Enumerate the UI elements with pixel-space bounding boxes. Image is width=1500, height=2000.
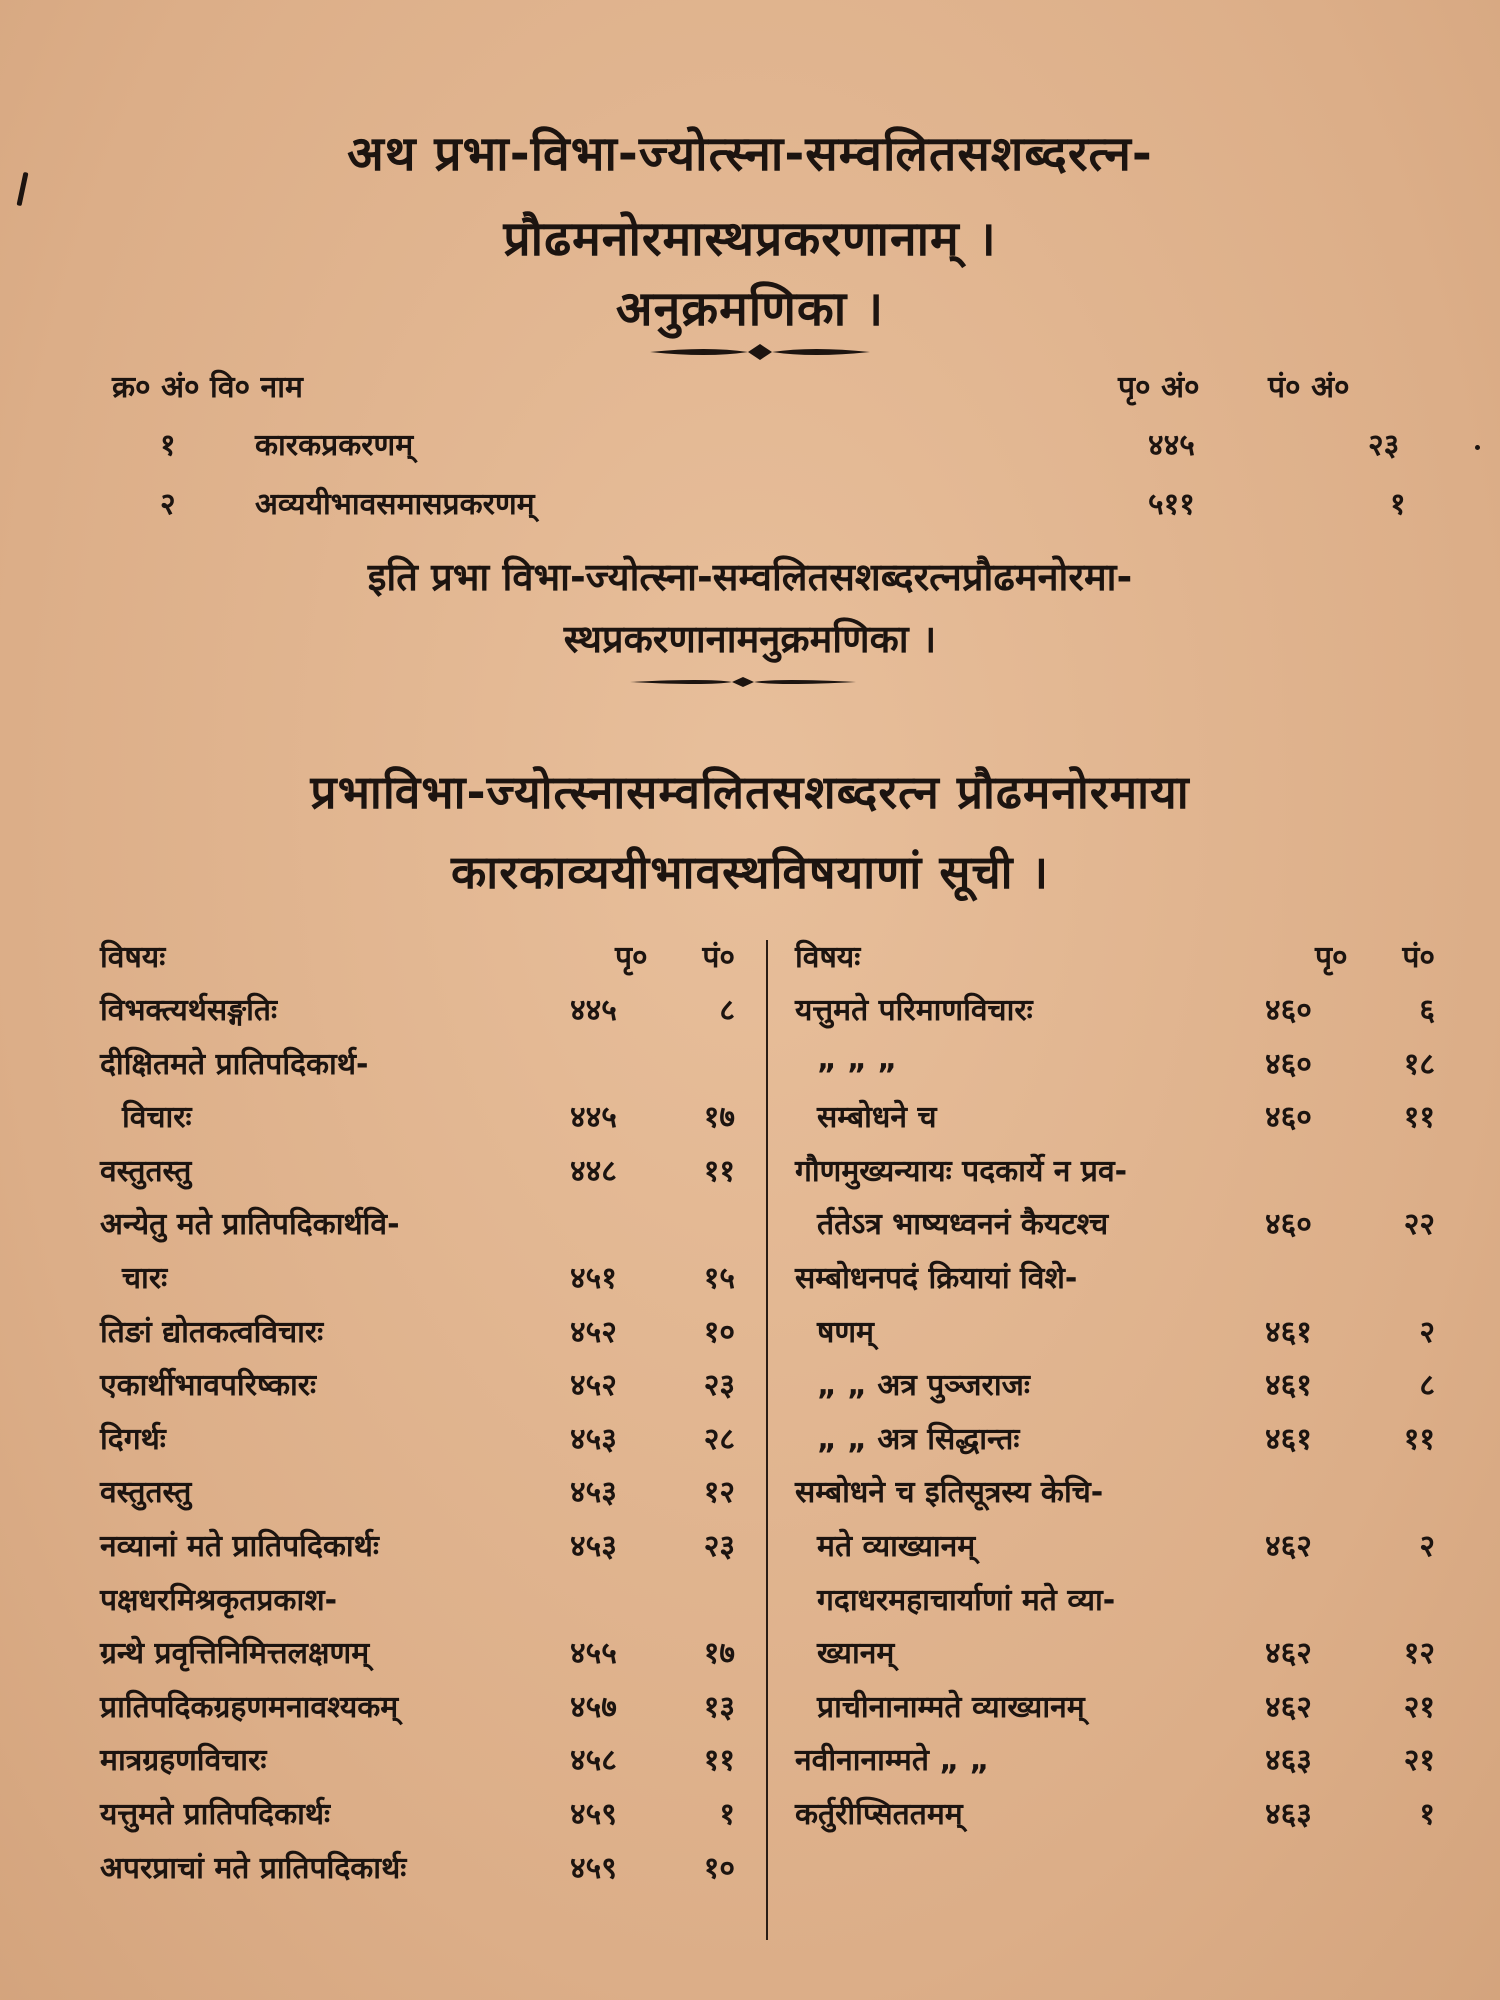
index-entry-line: १७	[703, 1100, 735, 1135]
index-entry-subject: दिगर्थः	[100, 1422, 166, 1457]
index-entry-page: ४५९	[570, 1797, 617, 1832]
toc-row-name: अव्ययीभावसमासप्रकरणम्	[255, 487, 535, 522]
index-entry-subject: गदाधरमहाचार्याणां मते व्या-	[817, 1583, 1116, 1618]
column-divider	[766, 940, 768, 1940]
index-left-header	[100, 935, 740, 985]
index-entry-page: ४५३	[570, 1475, 617, 1510]
index-entry-page: ४६३	[1265, 1797, 1312, 1832]
header-line: पं०	[1402, 940, 1435, 975]
header-subject: विषयः	[100, 940, 166, 975]
index-entry-line: १३	[703, 1690, 735, 1725]
index-entry-line: ११	[703, 1743, 735, 1778]
index-entry	[100, 1470, 745, 1520]
index-entry-page: ४६२	[1265, 1636, 1312, 1671]
index-entry	[795, 1042, 1440, 1092]
index-entry	[795, 1363, 1440, 1413]
index-entry-line: ६	[1419, 993, 1435, 1028]
index-entry-line: २	[1419, 1315, 1435, 1350]
index-entry-subject: विचारः	[122, 1100, 192, 1135]
index-entry-subject: मात्रग्रहणविचारः	[100, 1743, 267, 1778]
index-entry-line: २१	[1403, 1743, 1435, 1778]
ornament-divider	[628, 675, 858, 689]
index-entry	[100, 1042, 745, 1092]
header-page: पृ०	[1315, 940, 1348, 975]
ink-speck	[1475, 445, 1480, 450]
toc-title-line-1: अथ प्रभा-विभा-ज्योत्स्ना-सम्वलितसशब्दरत्न-	[347, 126, 1153, 182]
index-entry	[795, 1149, 1440, 1199]
index-entry	[795, 1578, 1440, 1628]
index-entry-subject: अपरप्राचां मते प्रातिपदिकार्थः	[100, 1851, 407, 1886]
index-entry	[100, 1202, 745, 1252]
toc-header-num-name: क्र० अं० वि० नाम	[112, 370, 303, 405]
index-entry	[100, 988, 745, 1038]
index-entry-line: ८	[719, 993, 735, 1028]
toc-row-num: १	[160, 428, 176, 463]
index-entry-page: ४५८	[570, 1743, 617, 1778]
ornament-divider	[648, 340, 872, 364]
index-entry-subject: षणम्	[817, 1315, 874, 1350]
index-entry	[795, 1685, 1440, 1735]
index-entry-subject: र्ततेऽत्र भाष्यध्वननं कैयटश्च	[817, 1207, 1109, 1242]
toc-row-line: १	[1390, 487, 1406, 522]
index-entry-page: ४६०	[1265, 1207, 1312, 1242]
toc-title-line-3: अनुक्रमणिका ।	[615, 281, 885, 337]
header-line: पं०	[702, 940, 735, 975]
index-entry-subject: एकार्थीभावपरिष्कारः	[100, 1368, 317, 1403]
index-title-line-1: प्रभाविभा-ज्योत्स्नासम्वलितसशब्दरत्न प्रौढमनोरमाया	[310, 765, 1190, 819]
index-entry-subject: नवीनानाम्मते „ „	[795, 1743, 990, 1778]
index-entry	[100, 1685, 745, 1735]
toc-row-num: २	[160, 487, 176, 522]
index-entry-page: ४५५	[570, 1636, 617, 1671]
toc-colophon-line-1: इति प्रभा विभा-ज्योत्स्ना-सम्वलितसशब्दरत्नप्रौढमनोरमा-	[367, 555, 1133, 599]
index-entry-line: २	[1419, 1529, 1435, 1564]
index-entry-page: ४५९	[570, 1851, 617, 1886]
index-entry	[100, 1792, 745, 1842]
index-entry-subject: पक्षधरमिश्रकृतप्रकाश-	[100, 1583, 338, 1618]
index-entry-line: १८	[1403, 1047, 1435, 1082]
index-entry-line: २१	[1403, 1690, 1435, 1725]
index-entry	[795, 1631, 1440, 1681]
index-entry-subject: „ „ अत्र सिद्धान्तः	[817, 1422, 1020, 1457]
index-entry-page: ४४५	[570, 993, 617, 1028]
index-entry-subject: मते व्याख्यानम्	[817, 1529, 976, 1564]
index-entry	[795, 1524, 1440, 1574]
index-entry-subject: प्रातिपदिकग्रहणमनावश्यकम्	[100, 1690, 399, 1725]
index-entry-line: १२	[703, 1475, 735, 1510]
index-entry	[100, 1149, 745, 1199]
index-entry-line: १	[719, 1797, 735, 1832]
index-entry-page: ४४८	[570, 1154, 617, 1189]
index-entry-subject: सम्बोधनपदं क्रियायां विशे-	[795, 1261, 1078, 1296]
toc-row-line: २३	[1368, 428, 1400, 463]
header-subject: विषयः	[795, 940, 861, 975]
index-entry-subject: सम्बोधने च	[817, 1100, 937, 1135]
index-entry-subject: दीक्षितमते प्रातिपदिकार्थ-	[100, 1047, 369, 1082]
toc-row-page: ५११	[1148, 487, 1195, 522]
index-entry-subject: गौणमुख्यन्यायः पदकार्ये न प्रव-	[795, 1154, 1128, 1189]
index-entry-page: ४५७	[570, 1690, 617, 1725]
toc-header	[0, 365, 1500, 410]
index-entry-page: ४५३	[570, 1422, 617, 1457]
index-entry-line: २३	[703, 1529, 735, 1564]
index-entry-line: २२	[1403, 1207, 1435, 1242]
index-entry-line: ११	[1403, 1422, 1435, 1457]
index-entry-line: २८	[703, 1422, 735, 1457]
index-entry-page: ४६०	[1265, 993, 1312, 1028]
index-entry-subject: यत्तुमते प्रातिपदिकार्थः	[100, 1797, 331, 1832]
index-entry-page: ४६१	[1265, 1315, 1312, 1350]
index-entry	[795, 1256, 1440, 1306]
index-entry	[795, 1738, 1440, 1788]
index-entry-subject: „ „ „	[817, 1042, 898, 1077]
index-entry-page: ४५३	[570, 1529, 617, 1564]
index-entry-subject: तिङां द्योतकत्वविचारः	[100, 1315, 324, 1350]
index-entry-page: ४६१	[1265, 1368, 1312, 1403]
index-entry	[795, 1792, 1440, 1842]
index-entry	[100, 1524, 745, 1574]
index-entry-subject: ग्रन्थे प्रवृत्तिनिमित्तलक्षणम्	[100, 1636, 370, 1671]
toc-header-page: पृ० अं०	[1118, 370, 1200, 405]
index-entry	[100, 1846, 745, 1896]
index-entry-page: ४६०	[1265, 1100, 1312, 1135]
index-entry	[100, 1310, 745, 1360]
index-entry-line: ८	[1419, 1368, 1435, 1403]
index-entry-subject: अन्येतु मते प्रातिपदिकार्थवि-	[100, 1207, 400, 1242]
index-entry-line: १७	[703, 1636, 735, 1671]
index-entry-subject: नव्यानां मते प्रातिपदिकार्थः	[100, 1529, 379, 1564]
index-entry	[100, 1417, 745, 1467]
index-entry-page: ४६२	[1265, 1690, 1312, 1725]
header-page: पृ०	[615, 940, 648, 975]
toc-row-page: ४४५	[1148, 428, 1195, 463]
index-entry	[795, 1310, 1440, 1360]
index-entry-line: १२	[1403, 1636, 1435, 1671]
index-entry	[795, 1470, 1440, 1520]
index-entry-page: ४६०	[1265, 1047, 1312, 1082]
index-entry-line: १०	[703, 1851, 735, 1886]
index-entry	[100, 1363, 745, 1413]
index-entry-subject: वस्तुतस्तु	[100, 1475, 192, 1510]
toc-row	[0, 423, 1500, 468]
index-entry-line: १०	[703, 1315, 735, 1350]
toc-row	[0, 482, 1500, 527]
index-entry-subject: चारः	[122, 1261, 168, 1296]
index-entry	[795, 1202, 1440, 1252]
index-entry-page: ४६१	[1265, 1422, 1312, 1457]
index-entry	[795, 1417, 1440, 1467]
toc-colophon-line-2: स्थप्रकरणानामनुक्रमणिका ।	[563, 617, 937, 661]
toc-title-line-2: प्रौढमनोरमास्थप्रकरणानाम् ।	[503, 211, 997, 267]
index-entry-subject: „ „ अत्र पुञ्जराजः	[817, 1368, 1030, 1403]
toc-header-line: पं० अं०	[1268, 370, 1350, 405]
index-entry-subject: यत्तुमते परिमाणविचारः	[795, 993, 1033, 1028]
index-entry-subject: ख्यानम्	[817, 1636, 895, 1671]
index-entry-line: २३	[703, 1368, 735, 1403]
index-entry-subject: वस्तुतस्तु	[100, 1154, 192, 1189]
index-entry-page: ४५२	[570, 1315, 617, 1350]
index-entry	[100, 1631, 745, 1681]
index-entry	[100, 1738, 745, 1788]
index-entry-line: १५	[703, 1261, 735, 1296]
index-entry-page: ४५१	[570, 1261, 617, 1296]
index-entry-line: ११	[1403, 1100, 1435, 1135]
index-entry-subject: सम्बोधने च इतिसूत्रस्य केचि-	[795, 1475, 1104, 1510]
toc-row-name: कारकप्रकरणम्	[255, 428, 414, 463]
index-entry	[100, 1256, 745, 1306]
index-entry-page: ४६३	[1265, 1743, 1312, 1778]
index-entry-page: ४४५	[570, 1100, 617, 1135]
index-entry-page: ४६२	[1265, 1529, 1312, 1564]
index-entry-line: १	[1419, 1797, 1435, 1832]
index-entry-page: ४५२	[570, 1368, 617, 1403]
index-entry-subject: विभक्त्यर्थसङ्गतिः	[100, 993, 278, 1028]
index-title-line-2: कारकाव्ययीभावस्थविषयाणां सूची ।	[450, 845, 1050, 899]
index-right-header	[795, 935, 1435, 985]
index-entry	[100, 1578, 745, 1628]
index-entry-subject: कर्तुरीप्सिततमम्	[795, 1797, 963, 1832]
index-entry	[100, 1095, 745, 1145]
index-entry	[795, 988, 1440, 1038]
index-entry-line: ११	[703, 1154, 735, 1189]
index-entry-subject: प्राचीनानाम्मते व्याख्यानम्	[817, 1690, 1085, 1725]
index-entry	[795, 1095, 1440, 1145]
